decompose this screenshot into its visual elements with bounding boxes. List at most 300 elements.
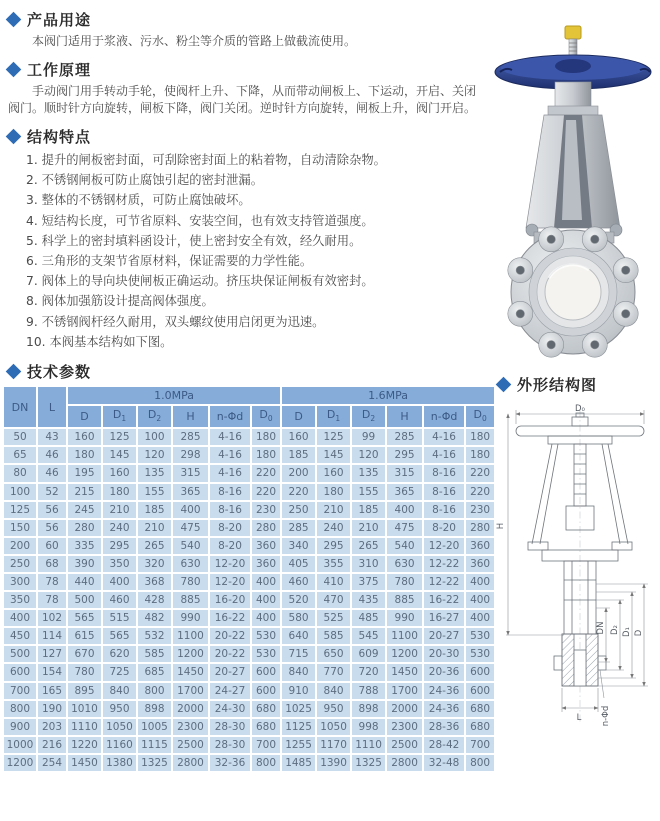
table-cell: 1200 bbox=[173, 646, 208, 662]
diamond-icon bbox=[6, 12, 22, 28]
table-cell: 65 bbox=[4, 447, 36, 463]
section-title-technical-parameters bbox=[8, 361, 492, 382]
table-row bbox=[4, 538, 494, 554]
feature-item: 1. 提升的闸板密封面，可刮除密封面上的粘着物，自动清除杂物。 bbox=[26, 153, 386, 167]
table-cell: 1325 bbox=[352, 755, 385, 771]
table-cell: 1100 bbox=[173, 628, 208, 644]
table-cell: 102 bbox=[38, 610, 66, 626]
col-subheader: H bbox=[173, 406, 208, 427]
table-cell: 135 bbox=[138, 465, 171, 481]
table-cell: 428 bbox=[138, 592, 171, 608]
table-cell: 245 bbox=[68, 502, 101, 518]
section-title-structural-features bbox=[8, 126, 492, 147]
table-cell: 180 bbox=[466, 429, 494, 445]
table-cell: 240 bbox=[317, 520, 350, 536]
table-cell: 285 bbox=[173, 429, 208, 445]
table-cell: 1325 bbox=[138, 755, 171, 771]
table-cell: 180 bbox=[103, 484, 136, 500]
table-cell: 482 bbox=[138, 610, 171, 626]
table-cell: 185 bbox=[352, 502, 385, 518]
table-cell: 46 bbox=[38, 465, 66, 481]
col-subheader: $D_0$ bbox=[466, 406, 494, 427]
table-cell: 1125 bbox=[282, 719, 315, 735]
table-cell: 600 bbox=[4, 664, 36, 680]
table-cell: 220 bbox=[282, 484, 315, 500]
table-cell: 4-16 bbox=[210, 465, 250, 481]
diamond-icon bbox=[496, 377, 512, 393]
table-cell: 135 bbox=[352, 465, 385, 481]
table-cell: 1200 bbox=[387, 646, 422, 662]
table-cell: 28-42 bbox=[424, 737, 464, 753]
col-subheader: n-Φd bbox=[210, 406, 250, 427]
section-title-text: 产品用途 bbox=[27, 11, 92, 29]
table-cell: 780 bbox=[173, 574, 208, 590]
table-cell: 898 bbox=[352, 701, 385, 717]
table-cell: 100 bbox=[4, 484, 36, 500]
table-cell: 315 bbox=[387, 465, 422, 481]
table-cell: 1010 bbox=[68, 701, 101, 717]
table-cell: 203 bbox=[38, 719, 66, 735]
table-cell: 885 bbox=[173, 592, 208, 608]
table-cell: 295 bbox=[387, 447, 422, 463]
table-cell: 615 bbox=[68, 628, 101, 644]
table-cell: 532 bbox=[138, 628, 171, 644]
table-cell: 600 bbox=[252, 664, 280, 680]
table-cell: 52 bbox=[38, 484, 66, 500]
table-cell: 1255 bbox=[282, 737, 315, 753]
pressure-group-header: 1.6MPa bbox=[282, 387, 494, 404]
table-row bbox=[4, 701, 494, 717]
table-cell: 950 bbox=[103, 701, 136, 717]
table-row bbox=[4, 484, 494, 500]
table-cell: 840 bbox=[282, 664, 315, 680]
table-cell: 600 bbox=[252, 683, 280, 699]
table-cell: 4-16 bbox=[210, 429, 250, 445]
table-cell: 780 bbox=[68, 664, 101, 680]
dim-label-h: H bbox=[496, 522, 506, 530]
table-cell: 298 bbox=[173, 447, 208, 463]
table-cell: 355 bbox=[317, 556, 350, 572]
table-cell: 4-16 bbox=[210, 447, 250, 463]
col-header-dn: DN bbox=[4, 387, 36, 427]
table-cell: 360 bbox=[252, 556, 280, 572]
table-cell: 998 bbox=[352, 719, 385, 735]
table-cell: 365 bbox=[387, 484, 422, 500]
table-cell: 700 bbox=[4, 683, 36, 699]
table-cell: 180 bbox=[252, 429, 280, 445]
table-cell: 8-20 bbox=[210, 538, 250, 554]
table-cell: 360 bbox=[466, 538, 494, 554]
table-cell: 4-16 bbox=[424, 429, 464, 445]
table-cell: 1390 bbox=[317, 755, 350, 771]
feature-item: 10. 本阀基本结构如下图。 bbox=[26, 334, 173, 349]
table-cell: 950 bbox=[317, 701, 350, 717]
stem-cap bbox=[565, 26, 581, 59]
table-cell: 800 bbox=[466, 755, 494, 771]
table-cell: 400 bbox=[4, 610, 36, 626]
col-subheader: $D_0$ bbox=[252, 406, 280, 427]
table-cell: 585 bbox=[138, 646, 171, 662]
table-cell: 540 bbox=[173, 538, 208, 554]
table-cell: 685 bbox=[138, 664, 171, 680]
table-cell: 360 bbox=[466, 556, 494, 572]
table-row bbox=[4, 556, 494, 572]
table-cell: 32-48 bbox=[424, 755, 464, 771]
table-cell: 715 bbox=[282, 646, 315, 662]
table-cell: 315 bbox=[173, 465, 208, 481]
table-row bbox=[4, 429, 494, 445]
table-cell: 127 bbox=[38, 646, 66, 662]
section-title-outline-drawing bbox=[498, 374, 597, 395]
table-cell: 20-27 bbox=[424, 628, 464, 644]
table-cell: 2000 bbox=[173, 701, 208, 717]
table-cell: 125 bbox=[317, 429, 350, 445]
table-row bbox=[4, 520, 494, 536]
table-row bbox=[4, 628, 494, 644]
table-cell: 770 bbox=[317, 664, 350, 680]
feature-item: 9. 不锈钢阀杆经久耐用，双头螺纹使用启闭更为迅速。 bbox=[26, 314, 325, 329]
table-cell: 368 bbox=[138, 574, 171, 590]
table-cell: 400 bbox=[252, 610, 280, 626]
table-cell: 410 bbox=[317, 574, 350, 590]
table-cell: 609 bbox=[352, 646, 385, 662]
table-cell: 8-20 bbox=[424, 520, 464, 536]
table-cell: 400 bbox=[466, 610, 494, 626]
table-cell: 800 bbox=[4, 701, 36, 717]
table-cell: 8-16 bbox=[210, 484, 250, 500]
table-cell: 340 bbox=[282, 538, 315, 554]
table-cell: 8-16 bbox=[424, 484, 464, 500]
table-cell: 780 bbox=[387, 574, 422, 590]
table-cell: 1160 bbox=[103, 737, 136, 753]
table-cell: 580 bbox=[282, 610, 315, 626]
table-cell: 530 bbox=[466, 628, 494, 644]
dim-label-d1: D₁ bbox=[622, 627, 632, 637]
table-cell: 24-30 bbox=[210, 701, 250, 717]
table-cell: 200 bbox=[282, 465, 315, 481]
table-row bbox=[4, 610, 494, 626]
table-cell: 20-30 bbox=[424, 646, 464, 662]
col-subheader: H bbox=[387, 406, 422, 427]
table-cell: 78 bbox=[38, 574, 66, 590]
table-cell: 220 bbox=[466, 465, 494, 481]
table-row bbox=[4, 574, 494, 590]
table-cell: 800 bbox=[138, 683, 171, 699]
table-cell: 1050 bbox=[317, 719, 350, 735]
table-cell: 400 bbox=[103, 574, 136, 590]
table-cell: 520 bbox=[282, 592, 315, 608]
table-body bbox=[4, 429, 494, 771]
table-cell: 145 bbox=[317, 447, 350, 463]
dim-label-n-phi-d: n-Φd bbox=[601, 705, 611, 727]
feature-item: 3. 整体的不锈钢材质，可防止腐蚀破坏。 bbox=[26, 193, 251, 208]
table-cell: 240 bbox=[103, 520, 136, 536]
section-title-text: 工作原理 bbox=[27, 61, 92, 79]
table-cell: 16-22 bbox=[210, 610, 250, 626]
dim-label-l: L bbox=[576, 713, 582, 723]
table-cell: 700 bbox=[252, 737, 280, 753]
diamond-icon bbox=[6, 364, 22, 380]
table-cell: 475 bbox=[387, 520, 422, 536]
table-cell: 68 bbox=[38, 556, 66, 572]
valve-photo bbox=[492, 20, 660, 370]
dim-label-dn: DN bbox=[596, 621, 606, 635]
table-cell: 120 bbox=[138, 447, 171, 463]
col-subheader: $D_2$ bbox=[138, 406, 171, 427]
section-title-text: 技术参数 bbox=[27, 363, 92, 382]
table-cell: 160 bbox=[282, 429, 315, 445]
table-row bbox=[4, 664, 494, 680]
table-cell: 530 bbox=[252, 628, 280, 644]
table-cell: 16-27 bbox=[424, 610, 464, 626]
table-cell: 400 bbox=[466, 592, 494, 608]
feature-item: 4. 短结构长度，可节省原料、安装空间，也有效支持管道强度。 bbox=[26, 213, 374, 228]
table-cell: 16-20 bbox=[210, 592, 250, 608]
table-row bbox=[4, 646, 494, 662]
table-cell: 200 bbox=[4, 538, 36, 554]
table-cell: 280 bbox=[466, 520, 494, 536]
table-cell: 220 bbox=[466, 484, 494, 500]
dim-label-d2: D₂ bbox=[610, 625, 620, 635]
table-cell: 515 bbox=[103, 610, 136, 626]
working-principle-paragraph: 手动阀门用手转动手轮，使阀杆上升、下降，从而带动闸板上、下运动，开启、关闭阀门。顺时针方向旋转，闸板下降，阀门关闭。逆时针方向旋转，闸板上升，阀门开启。 bbox=[8, 84, 477, 115]
table-cell: 540 bbox=[387, 538, 422, 554]
table-cell: 700 bbox=[466, 737, 494, 753]
table-cell: 788 bbox=[352, 683, 385, 699]
table-cell: 265 bbox=[138, 538, 171, 554]
table-cell: 80 bbox=[4, 465, 36, 481]
table-cell: 670 bbox=[68, 646, 101, 662]
col-subheader: $D_2$ bbox=[352, 406, 385, 427]
table-cell: 600 bbox=[466, 664, 494, 680]
table-cell: 895 bbox=[68, 683, 101, 699]
table-cell: 16-22 bbox=[424, 592, 464, 608]
table-cell: 2800 bbox=[173, 755, 208, 771]
table-row bbox=[4, 592, 494, 608]
table-cell: 405 bbox=[282, 556, 315, 572]
diamond-icon bbox=[6, 129, 22, 145]
table-cell: 500 bbox=[4, 646, 36, 662]
table-cell: 1100 bbox=[387, 628, 422, 644]
feature-item: 7. 阀体上的导向块使闸板正确运动。挤压块保证闸板有效密封。 bbox=[26, 274, 374, 289]
table-cell: 12-20 bbox=[210, 556, 250, 572]
table-cell: 600 bbox=[466, 683, 494, 699]
table-cell: 990 bbox=[173, 610, 208, 626]
table-cell: 840 bbox=[103, 683, 136, 699]
table-cell: 12-20 bbox=[424, 538, 464, 554]
table-cell: 400 bbox=[387, 502, 422, 518]
table-cell: 8-16 bbox=[424, 465, 464, 481]
table-cell: 78 bbox=[38, 592, 66, 608]
table-cell: 360 bbox=[252, 538, 280, 554]
table-cell: 530 bbox=[466, 646, 494, 662]
table-row bbox=[4, 737, 494, 753]
table-cell: 180 bbox=[317, 484, 350, 500]
feature-list bbox=[0, 150, 492, 352]
table-cell: 1050 bbox=[103, 719, 136, 735]
table-cell: 280 bbox=[68, 520, 101, 536]
table-cell: 565 bbox=[68, 610, 101, 626]
col-subheader: $D_1$ bbox=[317, 406, 350, 427]
table-cell: 2500 bbox=[173, 737, 208, 753]
table-cell: 320 bbox=[138, 556, 171, 572]
section-title-working-principle bbox=[8, 59, 492, 80]
table-cell: 114 bbox=[38, 628, 66, 644]
table-cell: 680 bbox=[466, 719, 494, 735]
table-cell: 150 bbox=[4, 520, 36, 536]
table-cell: 4-16 bbox=[424, 447, 464, 463]
feature-item: 5. 科学上的密封填料函设计，使上密封安全有效，经久耐用。 bbox=[26, 233, 362, 248]
table-cell: 1005 bbox=[138, 719, 171, 735]
table-cell: 485 bbox=[352, 610, 385, 626]
table-row bbox=[4, 719, 494, 735]
table-cell: 680 bbox=[466, 701, 494, 717]
section-title-text: 结构特点 bbox=[27, 128, 92, 146]
table-cell: 1450 bbox=[68, 755, 101, 771]
table-cell: 545 bbox=[352, 628, 385, 644]
table-cell: 155 bbox=[138, 484, 171, 500]
table-cell: 310 bbox=[352, 556, 385, 572]
table-cell: 180 bbox=[68, 447, 101, 463]
table-cell: 680 bbox=[252, 719, 280, 735]
table-cell: 220 bbox=[252, 465, 280, 481]
table-header-row bbox=[4, 387, 494, 404]
table-cell: 216 bbox=[38, 737, 66, 753]
table-cell: 400 bbox=[252, 574, 280, 590]
table-cell: 250 bbox=[4, 556, 36, 572]
table-cell: 8-16 bbox=[424, 502, 464, 518]
table-cell: 12-22 bbox=[424, 574, 464, 590]
table-cell: 400 bbox=[466, 574, 494, 590]
table-cell: 230 bbox=[466, 502, 494, 518]
tech-params-table bbox=[2, 385, 496, 773]
table-cell: 898 bbox=[138, 701, 171, 717]
table-cell: 295 bbox=[103, 538, 136, 554]
table-cell: 335 bbox=[68, 538, 101, 554]
table-cell: 160 bbox=[317, 465, 350, 481]
table-cell: 295 bbox=[317, 538, 350, 554]
table-cell: 230 bbox=[252, 502, 280, 518]
table-subheader-row bbox=[4, 406, 494, 427]
table-cell: 20-22 bbox=[210, 628, 250, 644]
table-cell: 630 bbox=[173, 556, 208, 572]
table-cell: 99 bbox=[352, 429, 385, 445]
table-row bbox=[4, 502, 494, 518]
table-cell: 1485 bbox=[282, 755, 315, 771]
table-cell: 160 bbox=[68, 429, 101, 445]
table-cell: 120 bbox=[352, 447, 385, 463]
table-cell: 265 bbox=[352, 538, 385, 554]
table-cell: 2800 bbox=[387, 755, 422, 771]
table-cell: 1115 bbox=[138, 737, 171, 753]
table-cell: 20-22 bbox=[210, 646, 250, 662]
table-cell: 630 bbox=[387, 556, 422, 572]
table-cell: 525 bbox=[317, 610, 350, 626]
table-cell: 46 bbox=[38, 447, 66, 463]
table-cell: 1200 bbox=[4, 755, 36, 771]
table-cell: 1000 bbox=[4, 737, 36, 753]
table-cell: 210 bbox=[103, 502, 136, 518]
table-cell: 155 bbox=[352, 484, 385, 500]
table-cell: 43 bbox=[38, 429, 66, 445]
table-cell: 185 bbox=[282, 447, 315, 463]
right-column bbox=[492, 0, 660, 821]
table-cell: 185 bbox=[138, 502, 171, 518]
table-row bbox=[4, 465, 494, 481]
table-cell: 154 bbox=[38, 664, 66, 680]
table-cell: 56 bbox=[38, 520, 66, 536]
feature-item: 2. 不锈钢闸板可防止腐蚀引起的密封泄漏。 bbox=[26, 173, 263, 188]
table-cell: 460 bbox=[282, 574, 315, 590]
table-cell: 565 bbox=[103, 628, 136, 644]
dim-label-d: D bbox=[634, 629, 644, 637]
table-cell: 210 bbox=[352, 520, 385, 536]
table-cell: 56 bbox=[38, 502, 66, 518]
table-cell: 285 bbox=[282, 520, 315, 536]
table-cell: 180 bbox=[466, 447, 494, 463]
table-cell: 1450 bbox=[173, 664, 208, 680]
table-cell: 280 bbox=[252, 520, 280, 536]
table-cell: 1450 bbox=[387, 664, 422, 680]
table-cell: 285 bbox=[387, 429, 422, 445]
table-cell: 2000 bbox=[387, 701, 422, 717]
diamond-icon bbox=[6, 62, 22, 78]
table-cell: 160 bbox=[103, 465, 136, 481]
table-cell: 20-36 bbox=[424, 664, 464, 680]
table-cell: 365 bbox=[173, 484, 208, 500]
table-cell: 12-20 bbox=[210, 574, 250, 590]
table-cell: 350 bbox=[4, 592, 36, 608]
table-cell: 725 bbox=[103, 664, 136, 680]
outline-structure-drawing bbox=[492, 402, 660, 732]
col-subheader: D bbox=[282, 406, 315, 427]
table-cell: 475 bbox=[173, 520, 208, 536]
table-cell: 210 bbox=[317, 502, 350, 518]
table-cell: 500 bbox=[68, 592, 101, 608]
table-cell: 12-22 bbox=[424, 556, 464, 572]
table-cell: 195 bbox=[68, 465, 101, 481]
table-cell: 1700 bbox=[173, 683, 208, 699]
table-cell: 2300 bbox=[387, 719, 422, 735]
table-cell: 2300 bbox=[173, 719, 208, 735]
table-cell: 24-36 bbox=[424, 683, 464, 699]
table-cell: 254 bbox=[38, 755, 66, 771]
section-title-product-use bbox=[8, 9, 492, 30]
table-cell: 400 bbox=[252, 592, 280, 608]
table-cell: 180 bbox=[252, 447, 280, 463]
table-row bbox=[4, 755, 494, 771]
table-cell: 375 bbox=[352, 574, 385, 590]
table-cell: 1110 bbox=[68, 719, 101, 735]
table-cell: 1220 bbox=[68, 737, 101, 753]
table-row bbox=[4, 447, 494, 463]
table-cell: 640 bbox=[282, 628, 315, 644]
table-cell: 100 bbox=[138, 429, 171, 445]
product-use-paragraph: 本阀门适用于浆液、污水、粉尘等介质的管路上做截流使用。 bbox=[32, 34, 357, 48]
table-cell: 450 bbox=[4, 628, 36, 644]
table-cell: 8-20 bbox=[210, 520, 250, 536]
table-cell: 435 bbox=[352, 592, 385, 608]
table-cell: 620 bbox=[103, 646, 136, 662]
col-subheader: $D_1$ bbox=[103, 406, 136, 427]
table-cell: 210 bbox=[138, 520, 171, 536]
table-cell: 390 bbox=[68, 556, 101, 572]
table-cell: 720 bbox=[352, 664, 385, 680]
table-cell: 470 bbox=[317, 592, 350, 608]
pressure-group-header: 1.0MPa bbox=[68, 387, 280, 404]
table-cell: 900 bbox=[4, 719, 36, 735]
col-header-l: L bbox=[38, 387, 66, 427]
